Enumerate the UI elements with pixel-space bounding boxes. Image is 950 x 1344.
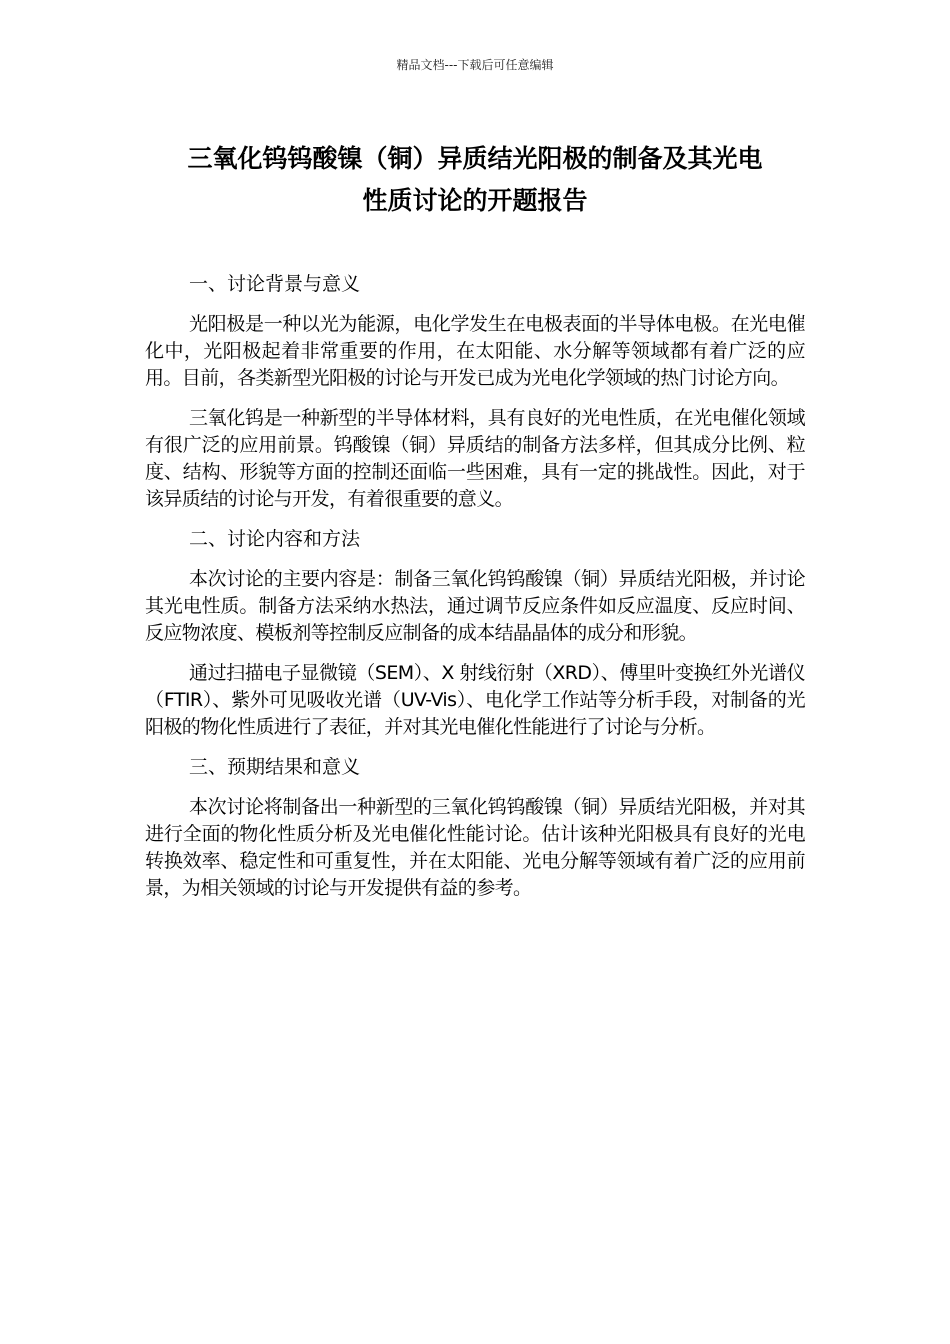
section-heading-methods: 二、讨论内容和方法 xyxy=(189,528,361,550)
section-heading-background: 一、讨论背景与意义 xyxy=(189,273,361,295)
section-heading-expected-results: 三、预期结果和意义 xyxy=(189,756,361,778)
paragraph-methods-1: 本次讨论的主要内容是：制备三氧化钨钨酸镍（铜）异质结光阳极，并讨论其光电性质。制备方法采纳水热法，通过调节反应条件如反应温度、反应时间、反应物浓度、模板剂等控制反应制备的成本结晶晶体的成分和形貌。 xyxy=(145,568,805,644)
title-line-2: 性质讨论的开题报告 xyxy=(362,186,588,215)
document-body xyxy=(145,271,805,915)
paragraph-background-1: 光阳极是一种以光为能源，电化学发生在电极表面的半导体电极。在光电催化中，光阳极起着非常重要的作用，在太阳能、水分解等领域都有着广泛的应用。目前，各类新型光阳极的讨论与开发已成为光电化学领域的热门讨论方向。 xyxy=(145,313,805,389)
paragraph-expected-results-1: 本次讨论将制备出一种新型的三氧化钨钨酸镍（铜）异质结光阳极，并对其进行全面的物化性质分析及光电催化性能讨论。估计该种光阳极具有良好的光电转换效率、稳定性和可重复性，并在太阳能、光电分解等领域有着广泛的应用前景，为相关领域的讨论与开发提供有益的参考。 xyxy=(145,796,805,899)
page-header: 精品文档---下载后可任意编辑 xyxy=(396,58,554,72)
title-line-1: 三氧化钨钨酸镍（铜）异质结光阳极的制备及其光电 xyxy=(187,144,763,173)
document-title xyxy=(110,138,840,222)
paragraph-methods-2: 通过扫描电子显微镜（SEM）、X 射线衍射（XRD）、傅里叶变换红外光谱仪（FTIR）、紫外可见吸收光谱（UV-Vis）、电化学工作站等分析手段，对制备的光阳极的物化性质进行了表征，并对其光电催化性能进行了讨论与分析。 xyxy=(145,662,805,738)
paragraph-background-2: 三氧化钨是一种新型的半导体材料，具有良好的光电性质，在光电催化领域有很广泛的应用前景。钨酸镍（铜）异质结的制备方法多样，但其成分比例、粒度、结构、形貌等方面的控制还面临一些困难，具有一定的挑战性。因此，对于该异质结的讨论与开发，有着很重要的意义。 xyxy=(145,407,805,510)
